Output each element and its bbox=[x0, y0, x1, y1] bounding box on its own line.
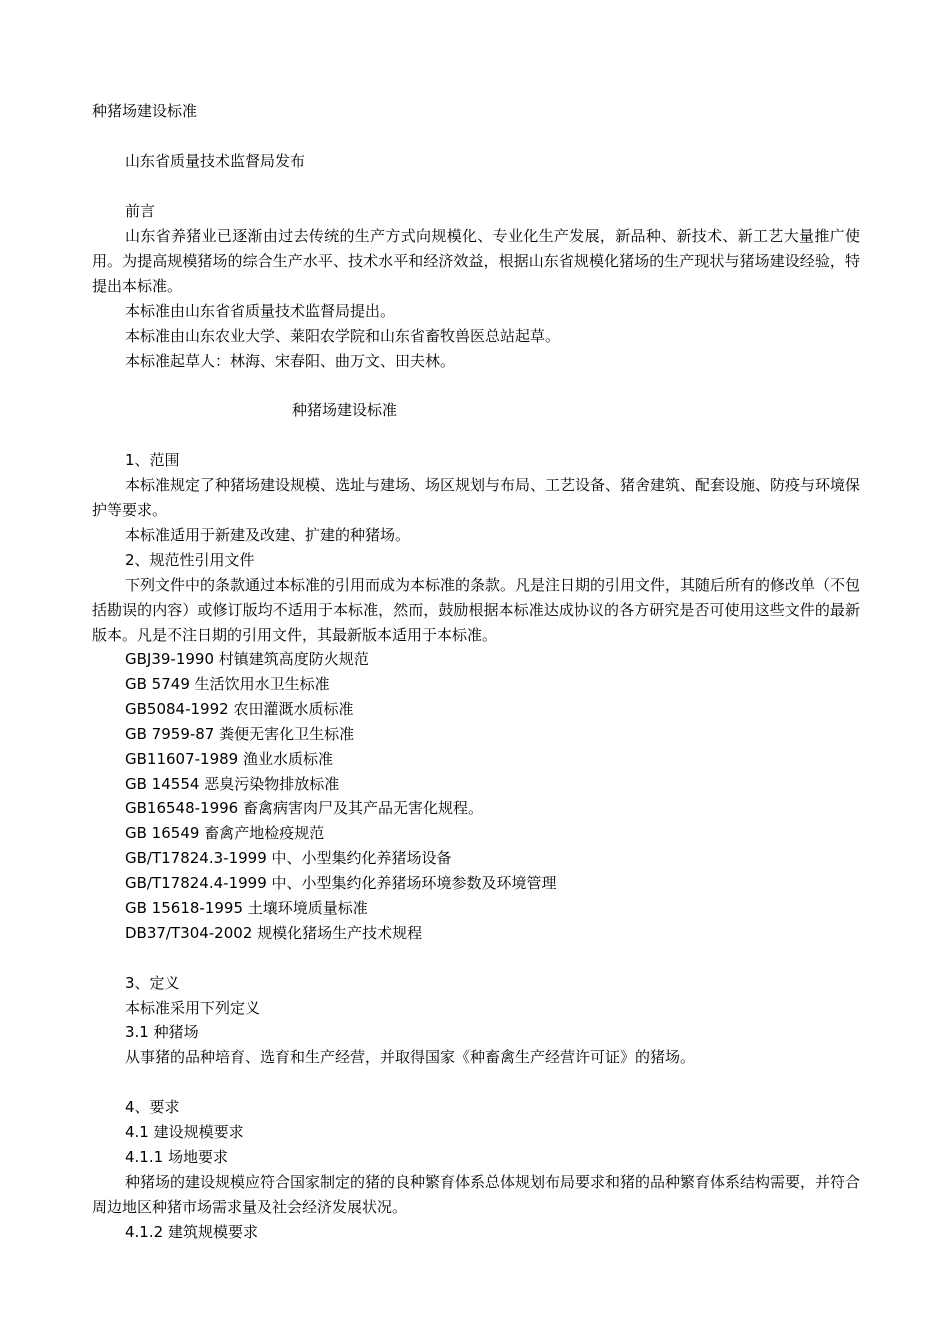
reference-code: GB/T17824.3-1999 bbox=[125, 849, 267, 867]
reference-title: 规模化猪场生产技术规程 bbox=[257, 924, 423, 942]
reference-title: 渔业水质标准 bbox=[243, 750, 334, 768]
section-number: 3.1 bbox=[125, 1023, 149, 1041]
section-number: 4.1 bbox=[125, 1123, 149, 1141]
section-4-1-1-heading bbox=[125, 1145, 228, 1170]
foreword-paragraph-1: 山东省养猪业已逐渐由过去传统的生产方式向规模化、专业化生产发展，新品种、新技术、新工艺大量推广使用。为提高规模猪场的综合生产水平、技术水平和经济效益，根据山东省规模化猪场的生产现状与猪场建设经验，特提出本标准。 bbox=[92, 227, 860, 295]
reference-title: 土壤环境质量标准 bbox=[247, 899, 368, 917]
reference-item bbox=[125, 821, 324, 846]
section-2-heading: 2、规范性引用文件 bbox=[125, 551, 255, 569]
reference-title: 农田灌溉水质标准 bbox=[233, 700, 354, 718]
reference-item bbox=[125, 796, 483, 821]
reference-code: GB 7959-87 bbox=[125, 725, 215, 743]
section-3-intro: 本标准采用下列定义 bbox=[125, 999, 261, 1017]
reference-title: 中、小型集约化养猪场环境参数及环境管理 bbox=[271, 874, 557, 892]
section-4-heading: 4、要求 bbox=[125, 1098, 180, 1116]
reference-item bbox=[125, 846, 452, 871]
section-title: 建筑规模要求 bbox=[167, 1223, 258, 1241]
reference-item bbox=[125, 697, 353, 722]
reference-code: GB5084-1992 bbox=[125, 700, 229, 718]
section-4-1-heading bbox=[125, 1120, 244, 1145]
main-title: 种猪场建设标准 bbox=[292, 401, 398, 419]
reference-code: GB 5749 bbox=[125, 675, 190, 693]
reference-item bbox=[125, 672, 330, 697]
reference-title: 生活饮用水卫生标准 bbox=[194, 675, 330, 693]
reference-title: 村镇建筑高度防火规范 bbox=[218, 650, 369, 668]
reference-code: GB 16549 bbox=[125, 824, 200, 842]
reference-item bbox=[125, 772, 339, 797]
foreword-heading: 前言 bbox=[125, 202, 156, 220]
section-3-1-definition: 从事猪的品种培育、选育和生产经营，并取得国家《种畜禽生产经营许可证》的猪场。 bbox=[125, 1048, 696, 1066]
document-title: 种猪场建设标准 bbox=[92, 102, 198, 120]
reference-title: 畜禽病害肉尸及其产品无害化规程。 bbox=[243, 799, 484, 817]
section-1-paragraph-1: 本标准规定了种猪场建设规模、选址与建场、场区规划与布局、工艺设备、猪舍建筑、配套设施、防疫与环境保护等要求。 bbox=[92, 476, 861, 519]
section-1-paragraph-2: 本标准适用于新建及改建、扩建的种猪场。 bbox=[125, 526, 411, 544]
reference-item bbox=[125, 722, 354, 747]
section-2-paragraph-1: 下列文件中的条款通过本标准的引用而成为本标准的条款。凡是注日期的引用文件，其随后所有的修改单（不包括勘误的内容）或修订版均不适用于本标准，然而，鼓励根据本标准达成协议的各方研究是否可使用这些文件的最新版本。凡是不注日期的引用文件，其最新版本适用于本标准。 bbox=[92, 576, 861, 644]
publisher-line: 山东省质量技术监督局发布 bbox=[125, 152, 306, 170]
section-number: 4.1.1 bbox=[125, 1148, 164, 1166]
foreword-paragraph-2: 本标准由山东省省质量技术监督局提出。 bbox=[125, 302, 396, 320]
reference-code: GB/T17824.4-1999 bbox=[125, 874, 267, 892]
reference-code: GBJ39-1990 bbox=[125, 650, 215, 668]
section-4-1-1-paragraph: 种猪场的建设规模应符合国家制定的猪的良种繁育体系总体规划布局要求和猪的品种繁育体系结构需要，并符合周边地区种猪市场需求量及社会经济发展状况。 bbox=[92, 1173, 861, 1216]
reference-item bbox=[125, 647, 369, 672]
section-3-heading: 3、定义 bbox=[125, 974, 180, 992]
foreword-paragraph-3: 本标准由山东农业大学、莱阳农学院和山东省畜牧兽医总站起草。 bbox=[125, 327, 561, 345]
reference-title: 中、小型集约化养猪场设备 bbox=[271, 849, 452, 867]
reference-item bbox=[125, 921, 422, 946]
reference-title: 畜禽产地检疫规范 bbox=[204, 824, 325, 842]
section-4-1-2-heading bbox=[125, 1220, 258, 1245]
reference-code: GB 14554 bbox=[125, 775, 200, 793]
section-number: 4.1.2 bbox=[125, 1223, 164, 1241]
section-title: 场地要求 bbox=[167, 1148, 228, 1166]
section-3-1-heading bbox=[125, 1020, 199, 1045]
reference-title: 粪便无害化卫生标准 bbox=[219, 725, 355, 743]
section-1-heading: 1、范围 bbox=[125, 451, 180, 469]
reference-item bbox=[125, 747, 333, 772]
reference-code: DB37/T304-2002 bbox=[125, 924, 253, 942]
foreword-paragraph-4: 本标准起草人：林海、宋春阳、曲万文、田夫林。 bbox=[125, 352, 456, 370]
reference-title: 恶臭污染物排放标准 bbox=[204, 775, 340, 793]
reference-code: GB16548-1996 bbox=[125, 799, 239, 817]
reference-item bbox=[125, 896, 368, 921]
reference-code: GB 15618-1995 bbox=[125, 899, 243, 917]
section-title: 种猪场 bbox=[153, 1023, 199, 1041]
reference-item bbox=[125, 871, 557, 896]
section-title: 建设规模要求 bbox=[153, 1123, 244, 1141]
reference-code: GB11607-1989 bbox=[125, 750, 239, 768]
